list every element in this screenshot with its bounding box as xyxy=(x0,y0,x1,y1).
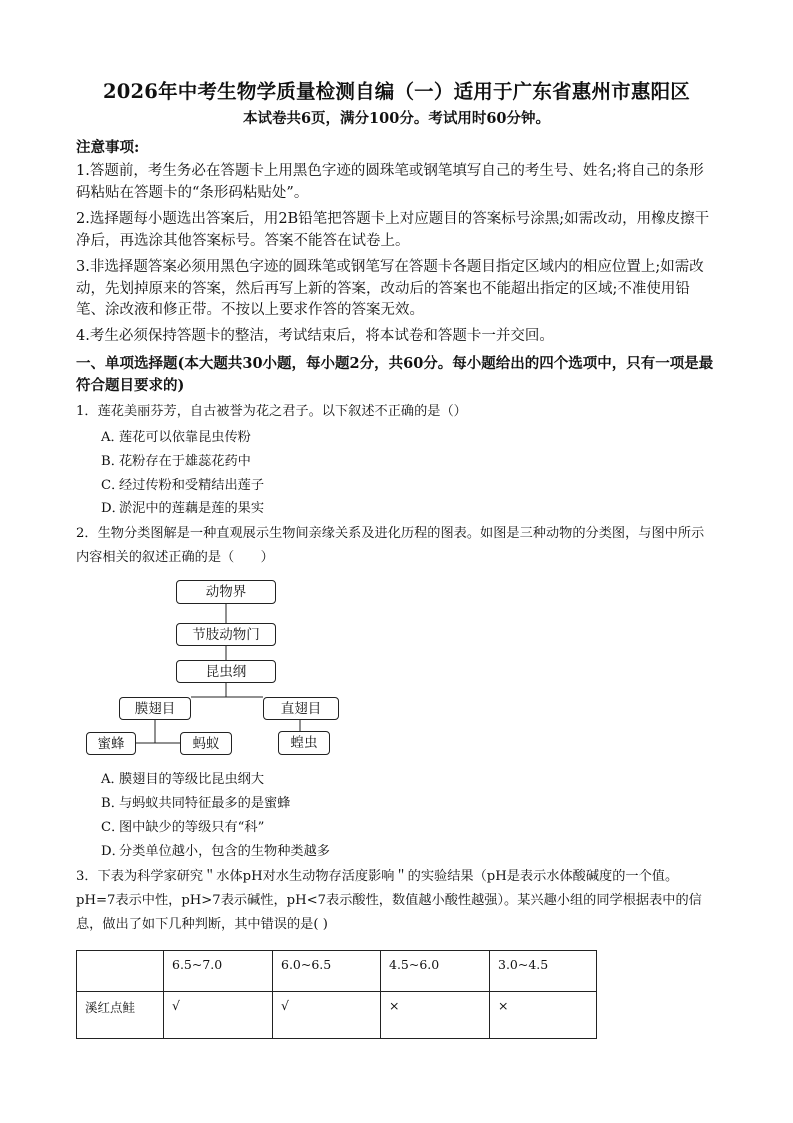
option-text: 分类单位越小，包含的生物种类越多 xyxy=(119,844,330,859)
option-letter: C． xyxy=(101,820,125,835)
ph-table xyxy=(76,950,597,1039)
node-order-hymenoptera: 膜翅目 xyxy=(119,697,191,720)
node-order-orthoptera: 直翅目 xyxy=(263,697,339,720)
question-2-option-b xyxy=(101,794,290,814)
option-letter: A． xyxy=(101,430,124,445)
option-letter: B． xyxy=(101,454,124,469)
option-letter: D． xyxy=(101,501,125,516)
option-letter: C． xyxy=(101,478,125,493)
table-header-cell: 6.5~7.0 xyxy=(164,951,273,992)
table-header-cell xyxy=(77,951,164,992)
question-2-option-a xyxy=(101,770,264,790)
table-cell: √ xyxy=(164,992,273,1039)
table-header-cell: 4.5~6.0 xyxy=(381,951,490,992)
table-cell-species: 溪红点鲑 xyxy=(77,992,164,1039)
question-1-stem: 1．莲花美丽芬芳，自古被誉为花之君子。以下叙述不正确的是（） xyxy=(76,404,467,419)
exam-subtitle: 本试卷共6页，满分100分。考试用时60分钟。 xyxy=(242,110,551,127)
note-item-1: 1.答题前，考生务必在答题卡上用黑色字迹的圆珠笔或钢笔填写自己的考生号、姓名;将自己的条形码粘贴在答题卡的“条形码粘贴处”。 xyxy=(76,163,704,201)
question-1-option-c xyxy=(101,476,264,496)
option-text: 膜翅目的等级比昆虫纲大 xyxy=(119,772,265,787)
note-item-4: 4.考生必须保持答题卡的整洁，考试结束后，将本试卷和答题卡一并交回。 xyxy=(76,328,554,344)
table-header-cell: 3.0~4.5 xyxy=(490,951,597,992)
classification-diagram xyxy=(84,576,384,762)
option-letter: B． xyxy=(101,796,124,811)
question-3-stem: 3．下表为科学家研究＂水体pH对水生动物存活度影响＂的实验结果（pH是表示水体酸碱度的一个值。pH=7表示中性，pH>7表示碱性，pH<7表示酸性，数值越小酸性越强）。某兴趣小组的同学根据表中的信息，做出了如下几种判断，其中错误的是( ) xyxy=(76,869,702,932)
option-text: 图中缺少的等级只有“科” xyxy=(119,820,265,835)
node-species-locust: 蝗虫 xyxy=(278,731,330,755)
option-text: 淤泥中的莲藕是莲的果实 xyxy=(119,501,265,516)
node-class: 昆虫纲 xyxy=(176,660,276,683)
question-2-option-c xyxy=(101,818,264,838)
option-text: 经过传粉和受精结出莲子 xyxy=(119,478,265,493)
exam-title: 2026年中考生物学质量检测自编（一）适用于广东省惠州市惠阳区 xyxy=(103,80,690,103)
question-2-stem: 2．生物分类图解是一种直观展示生物间亲缘关系及进化历程的图表。如图是三种动物的分类图，与图中所示内容相关的叙述正确的是（ ） xyxy=(76,526,705,565)
note-item-3: 3.非选择题答案必须用黑色字迹的圆珠笔或钢笔写在答题卡各题目指定区域内的相应位置上;如需改动，先划掉原来的答案，然后再写上新的答案，改动后的答案也不能超出指定的区域;不准使用铅笔、涂改液和修正带。不按以上要求作答的答案无效。 xyxy=(76,259,704,318)
option-text: 莲花可以依靠昆虫传粉 xyxy=(119,430,251,445)
table-cell: × xyxy=(381,992,490,1039)
option-letter: A． xyxy=(101,772,124,787)
question-1-option-b xyxy=(101,452,251,472)
notes-heading: 注意事项: xyxy=(76,139,140,156)
table-cell: √ xyxy=(273,992,381,1039)
section-heading: 一、单项选择题(本大题共30小题，每小题2分，共60分。每小题给出的四个选项中，只有一项是最符合题目要求的) xyxy=(76,355,714,394)
option-text: 花粉存在于雄蕊花药中 xyxy=(119,454,251,469)
table-row xyxy=(77,992,597,1039)
node-phylum: 节肢动物门 xyxy=(176,623,276,646)
option-text: 与蚂蚁共同特征最多的是蜜蜂 xyxy=(119,796,291,811)
node-species-ant: 蚂蚁 xyxy=(180,732,232,755)
question-2-option-d xyxy=(101,842,330,862)
node-kingdom: 动物界 xyxy=(176,580,276,604)
question-1-option-d xyxy=(101,499,264,519)
note-item-2: 2.选择题每小题选出答案后，用2B铅笔把答题卡上对应题目的答案标号涂黑;如需改动，用橡皮擦干净后，再选涂其他答案标号。答案不能答在试卷上。 xyxy=(76,211,710,249)
option-letter: D． xyxy=(101,844,125,859)
table-header-row xyxy=(77,951,597,992)
table-header-cell: 6.0~6.5 xyxy=(273,951,381,992)
table-cell: × xyxy=(490,992,597,1039)
question-1-option-a xyxy=(101,428,251,448)
node-species-bee: 蜜蜂 xyxy=(86,732,136,755)
